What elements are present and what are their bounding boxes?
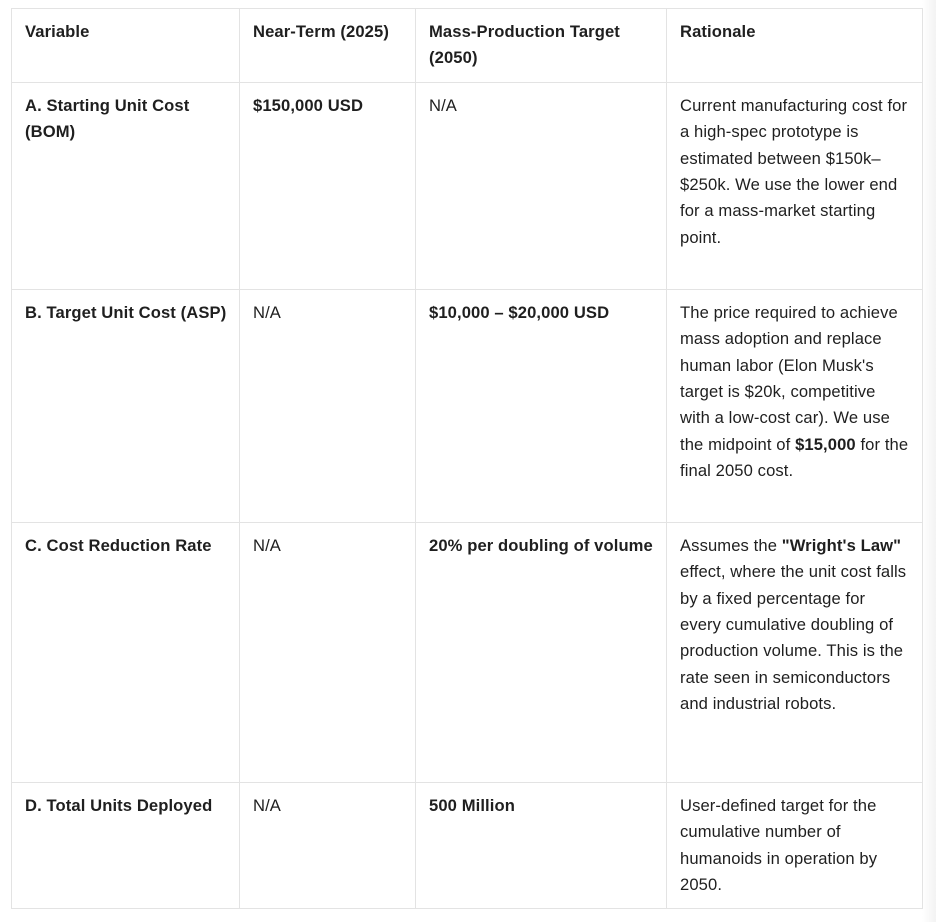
assumptions-table [11, 8, 923, 909]
cell-rationale [667, 522, 923, 782]
table-row [12, 522, 923, 782]
page-edge-shadow [922, 0, 936, 922]
table-header-row [12, 9, 923, 83]
cell-variable: C. Cost Reduction Rate [12, 522, 240, 782]
header-target: Mass-Production Target (2050) [416, 9, 667, 83]
rationale-text: Current manufacturing cost for a high-spec prototype is estimated between $150k–$250k. We use the lower end for a mass-market starting point. [680, 95, 908, 247]
cell-target: 20% per doubling of volume [416, 522, 667, 782]
cell-rationale [667, 82, 923, 289]
cell-target: N/A [416, 82, 667, 289]
cell-variable: B. Target Unit Cost (ASP) [12, 289, 240, 522]
rationale-text: effect, where the unit cost falls by a fixed percentage for every cumulative doubling of production volume. This is the rate seen in semiconductors and industrial robots. [680, 562, 907, 714]
rationale-text: Assumes the [680, 535, 782, 555]
cell-near-term: N/A [240, 782, 416, 909]
cell-near-term: N/A [240, 522, 416, 782]
header-rationale: Rationale [667, 9, 923, 83]
cell-variable: D. Total Units Deployed [12, 782, 240, 909]
rationale-emphasis: "Wright's Law" [781, 535, 902, 555]
rationale-emphasis: $15,000 [795, 434, 856, 454]
rationale-text: The price required to achieve mass adoption and replace human labor (Elon Musk's target is $20k, competitive with a low-cost car). We use the midpoint of [680, 302, 898, 454]
rationale-text: User-defined target for the cumulative number of humanoids in operation by 2050. [680, 795, 878, 895]
cell-target: $10,000 – $20,000 USD [416, 289, 667, 522]
header-near-term: Near-Term (2025) [240, 9, 416, 83]
table-row [12, 289, 923, 522]
cell-near-term: N/A [240, 289, 416, 522]
rationale-text: for the final 2050 cost. [680, 434, 909, 481]
cell-variable: A. Starting Unit Cost (BOM) [12, 82, 240, 289]
cell-target: 500 Million [416, 782, 667, 909]
table-row [12, 82, 923, 289]
cell-rationale [667, 782, 923, 909]
cell-near-term: $150,000 USD [240, 82, 416, 289]
table-row [12, 782, 923, 909]
cell-rationale [667, 289, 923, 522]
header-variable: Variable [12, 9, 240, 83]
